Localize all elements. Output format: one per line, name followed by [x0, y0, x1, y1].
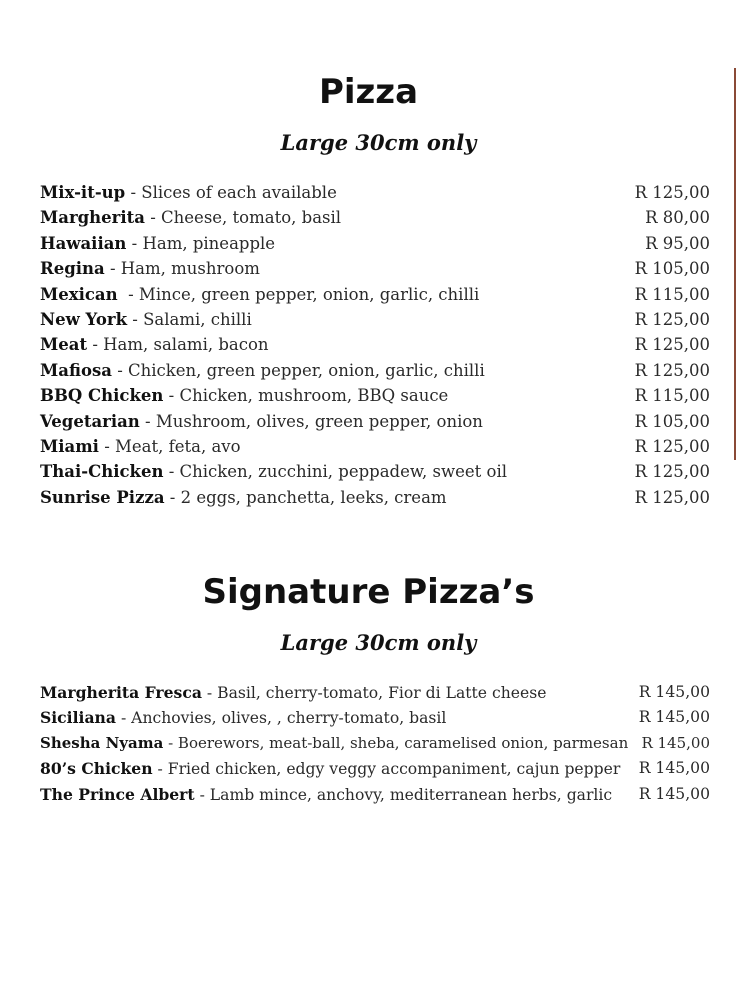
item-name: Vegetarian — [40, 411, 140, 431]
item-price: R 145,00 — [638, 683, 710, 701]
item-description: - Ham, pineapple — [126, 233, 276, 253]
item-name: Mexican — [40, 284, 118, 304]
item-price: R 95,00 — [645, 233, 710, 253]
item-description: - Salami, chilli — [127, 309, 252, 329]
item-description: - Boerewors, meat-ball, sheba, caramelised onion, parmesan — [163, 733, 629, 752]
pizza-section-subtitle: Large 30cm only — [280, 130, 477, 155]
item-description: - Chicken, mushroom, BBQ sauce — [163, 386, 449, 406]
menu-item — [40, 485, 710, 510]
item-price: R 125,00 — [634, 436, 710, 456]
item-price: R 80,00 — [645, 208, 710, 228]
item-description: - 2 eggs, panchetta, leeks, cream — [164, 487, 447, 507]
item-price: R 105,00 — [634, 411, 710, 431]
menu-item — [40, 256, 710, 281]
item-name: The Prince Albert — [40, 784, 195, 804]
signature-section-title: Signature Pizza’s — [202, 572, 535, 612]
item-name: Mafiosa — [40, 360, 112, 380]
item-name: Meat — [40, 335, 88, 355]
menu-item — [40, 705, 710, 730]
menu-item — [40, 680, 710, 705]
item-name: BBQ Chicken — [40, 386, 164, 406]
menu-item — [40, 434, 710, 459]
menu-item — [40, 180, 710, 205]
item-name: Mix-it-up — [40, 183, 126, 202]
item-description: - Cheese, tomato, basil — [144, 208, 342, 228]
menu-item — [40, 756, 710, 781]
item-description: - Fried chicken, edgy veggy accompaniment, cajun pepper — [152, 760, 621, 779]
menu-item — [40, 409, 710, 434]
menu-item — [40, 782, 710, 807]
item-price: R 125,00 — [634, 487, 710, 507]
menu-item — [40, 358, 710, 383]
item-description: - Mushroom, olives, green pepper, onion — [139, 411, 483, 431]
item-price: R 105,00 — [634, 259, 710, 279]
item-name: Margherita Fresca — [40, 683, 202, 702]
item-name: Regina — [40, 259, 105, 279]
item-price: R 145,00 — [638, 708, 710, 727]
item-price: R 125,00 — [634, 360, 710, 380]
menu-item — [40, 459, 710, 484]
pizza-menu-list — [40, 180, 710, 510]
menu-item — [40, 205, 710, 230]
item-name: Siciliana — [40, 708, 116, 728]
item-price: R 115,00 — [634, 386, 710, 406]
item-description: - Anchovies, olives, , cherry-tomato, basil — [116, 709, 447, 728]
item-price: R 145,00 — [638, 784, 710, 803]
page-edge-divider — [734, 68, 736, 460]
menu-item — [40, 332, 710, 357]
item-name: Hawaiian — [40, 233, 127, 253]
item-name: 80’s Chicken — [40, 759, 153, 779]
menu-item — [40, 307, 710, 332]
item-price: R 125,00 — [634, 183, 710, 202]
item-price: R 145,00 — [638, 759, 710, 778]
item-description: - Meat, feta, avo — [98, 436, 241, 456]
item-description: - Slices of each available — [125, 183, 337, 202]
item-name: Thai-Chicken — [40, 462, 164, 482]
item-description: - Chicken, zucchini, peppadew, sweet oil — [163, 462, 508, 482]
item-name: Margherita — [40, 208, 145, 228]
menu-item — [40, 383, 710, 408]
signature-section-subtitle: Large 30cm only — [280, 630, 477, 655]
menu-item — [40, 282, 710, 307]
item-description: - Basil, cherry-tomato, Fior di Latte cheese — [201, 684, 547, 702]
item-name: Miami — [40, 436, 99, 456]
menu-item — [40, 231, 710, 256]
item-name: Shesha Nyama — [40, 733, 164, 752]
item-description: - Ham, mushroom — [104, 259, 260, 279]
signature-menu-list — [40, 680, 710, 807]
item-description: - Lamb mince, anchovy, mediterranean herbs, garlic — [194, 785, 613, 804]
item-name: Sunrise Pizza — [40, 487, 165, 507]
pizza-section-title: Pizza — [318, 72, 419, 112]
item-price: R 125,00 — [634, 462, 710, 482]
item-price: R 145,00 — [641, 733, 710, 752]
item-description: - Mince, green pepper, onion, garlic, chilli — [117, 284, 480, 304]
item-description: - Ham, salami, bacon — [87, 335, 269, 355]
item-description: - Chicken, green pepper, onion, garlic, chilli — [111, 360, 485, 380]
menu-item — [40, 731, 710, 756]
item-name: New York — [40, 309, 128, 329]
item-price: R 125,00 — [634, 335, 710, 355]
item-price: R 125,00 — [634, 309, 710, 329]
item-price: R 115,00 — [634, 284, 710, 304]
